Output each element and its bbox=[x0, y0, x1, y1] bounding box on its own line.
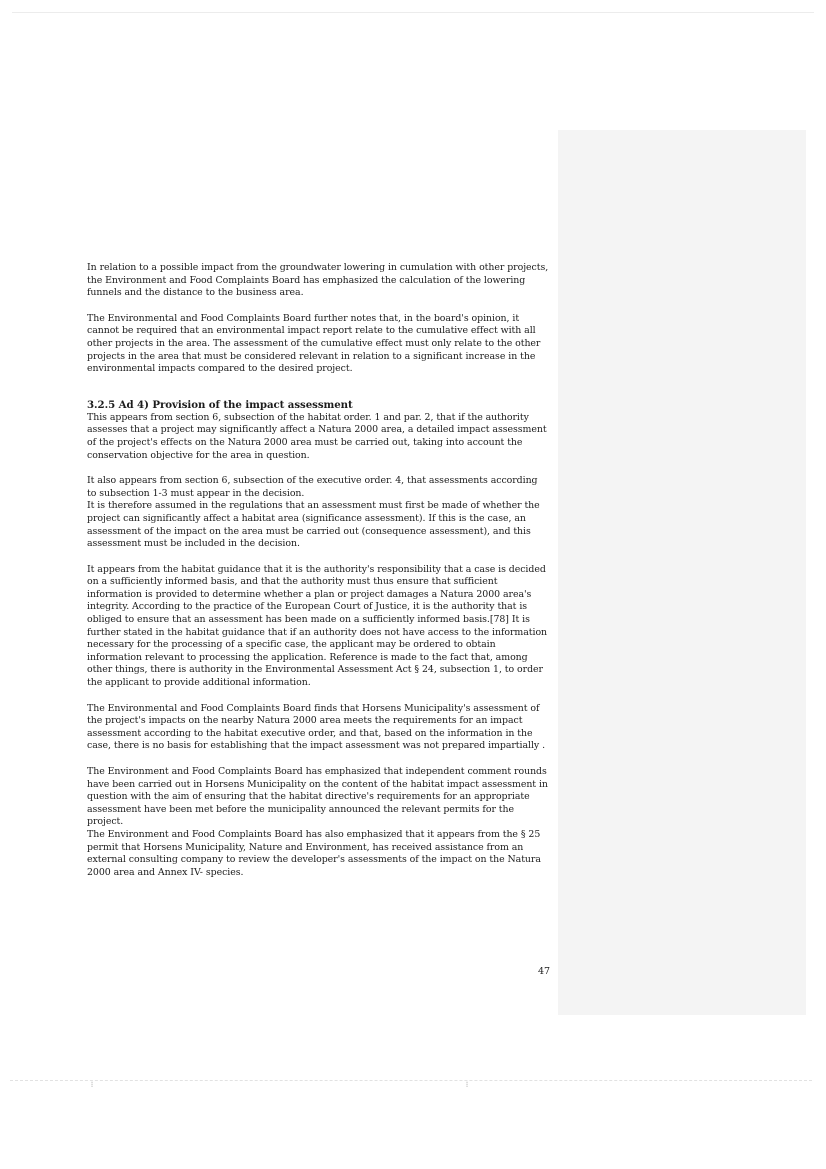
paragraph-executive-order: It also appears from section 6, subsection of the executive order. 4, that assessments according to subsection 1-3 must appear in the decision. bbox=[87, 475, 538, 499]
scan-mark-right: ⁝ bbox=[465, 1080, 469, 1089]
paragraph-external-consulting: The Environment and Food Complaints Board has also emphasized that it appears from the § 25 permit that Horsens Municipality, Nature and Environment, has received assistance from an external consulting company to review the developer's assessments of the impact on the Natura 2000 area and Annex IV- species. bbox=[87, 828, 541, 878]
document-body bbox=[87, 262, 549, 892]
paragraph-cumulative-effect: The Environmental and Food Complaints Board further notes that, in the board's opinion, it cannot be required that an environmental impact report relate to the cumulative effect with all other projects in the area. The assessment of the cumulative effect must only relate to the other projects in the area that must be considered relevant in relation to a significant increase in the environmental impacts compared to the desired project. bbox=[87, 312, 541, 375]
paragraph-comment-rounds: The Environment and Food Complaints Board has emphasized that independent comment rounds have been carried out in Horsens Municipality on the content of the habitat impact assessment in question with the aim of ensuring that the habitat directive's requirements for an appropriate assessment have been met before the municipality announced the relevant permits for the project. bbox=[87, 766, 548, 828]
paragraph-groundwater: In relation to a possible impact from the groundwater lowering in cumulation with other projects, the Environment and Food Complaints Board has emphasized the calculation of the lowering funnels and the distance to the business area. bbox=[87, 262, 549, 299]
page-number: 47 bbox=[538, 966, 551, 977]
paragraph-board-finding: The Environmental and Food Complaints Board finds that Horsens Municipality's assessment of the project's impacts on the nearby Natura 2000 area meets the requirements for an impact assessment according to the habitat executive order, and that, based on the information in the case, there is no basis for establishing that the impact assessment was not prepared impartially . bbox=[87, 702, 546, 752]
top-scan-rule bbox=[12, 12, 814, 13]
scan-mark-left: ⁝ bbox=[90, 1080, 94, 1089]
side-margin-panel bbox=[558, 130, 806, 1015]
paragraph-habitat-guidance: It appears from the habitat guidance that it is the authority's responsibility that a case is decided on a sufficiently informed basis, and that the authority must thus ensure that sufficient information is provided to determine whether a plan or project damages a Natura 2000 area's integrity. According to the practice of the European Court of Justice, it is the authority that is obliged to ensure that an assessment has been made on a sufficiently informed basis.[78] It is further stated in the habitat guidance that if an authority does not have access to the information necessary for the processing of a specific case, the applicant may be ordered to obtain information relevant to processing the application. Reference is made to the fact that, among other things, there is authority in the Environmental Assessment Act § 24, subsection 1, to order the applicant to provide additional information. bbox=[87, 563, 548, 689]
paragraph-section-6: This appears from section 6, subsection of the habitat order. 1 and par. 2, that if the authority assesses that a project may significantly affect a Natura 2000 area, a detailed impact assessment of the project's effects on the Natura 2000 area must be carried out, taking into account the conservation objective for the area in question. bbox=[87, 411, 547, 461]
section-heading: 3.2.5 Ad 4) Provision of the impact assessment bbox=[87, 398, 353, 411]
bottom-scan-rule bbox=[10, 1080, 812, 1081]
paragraph-regulations: It is therefore assumed in the regulations that an assessment must first be made of whether the project can significantly affect a habitat area (significance assessment). If this is the case, an assessment of the impact on the area must be carried out (consequence assessment), and this assessment must be included in the decision. bbox=[87, 500, 540, 550]
